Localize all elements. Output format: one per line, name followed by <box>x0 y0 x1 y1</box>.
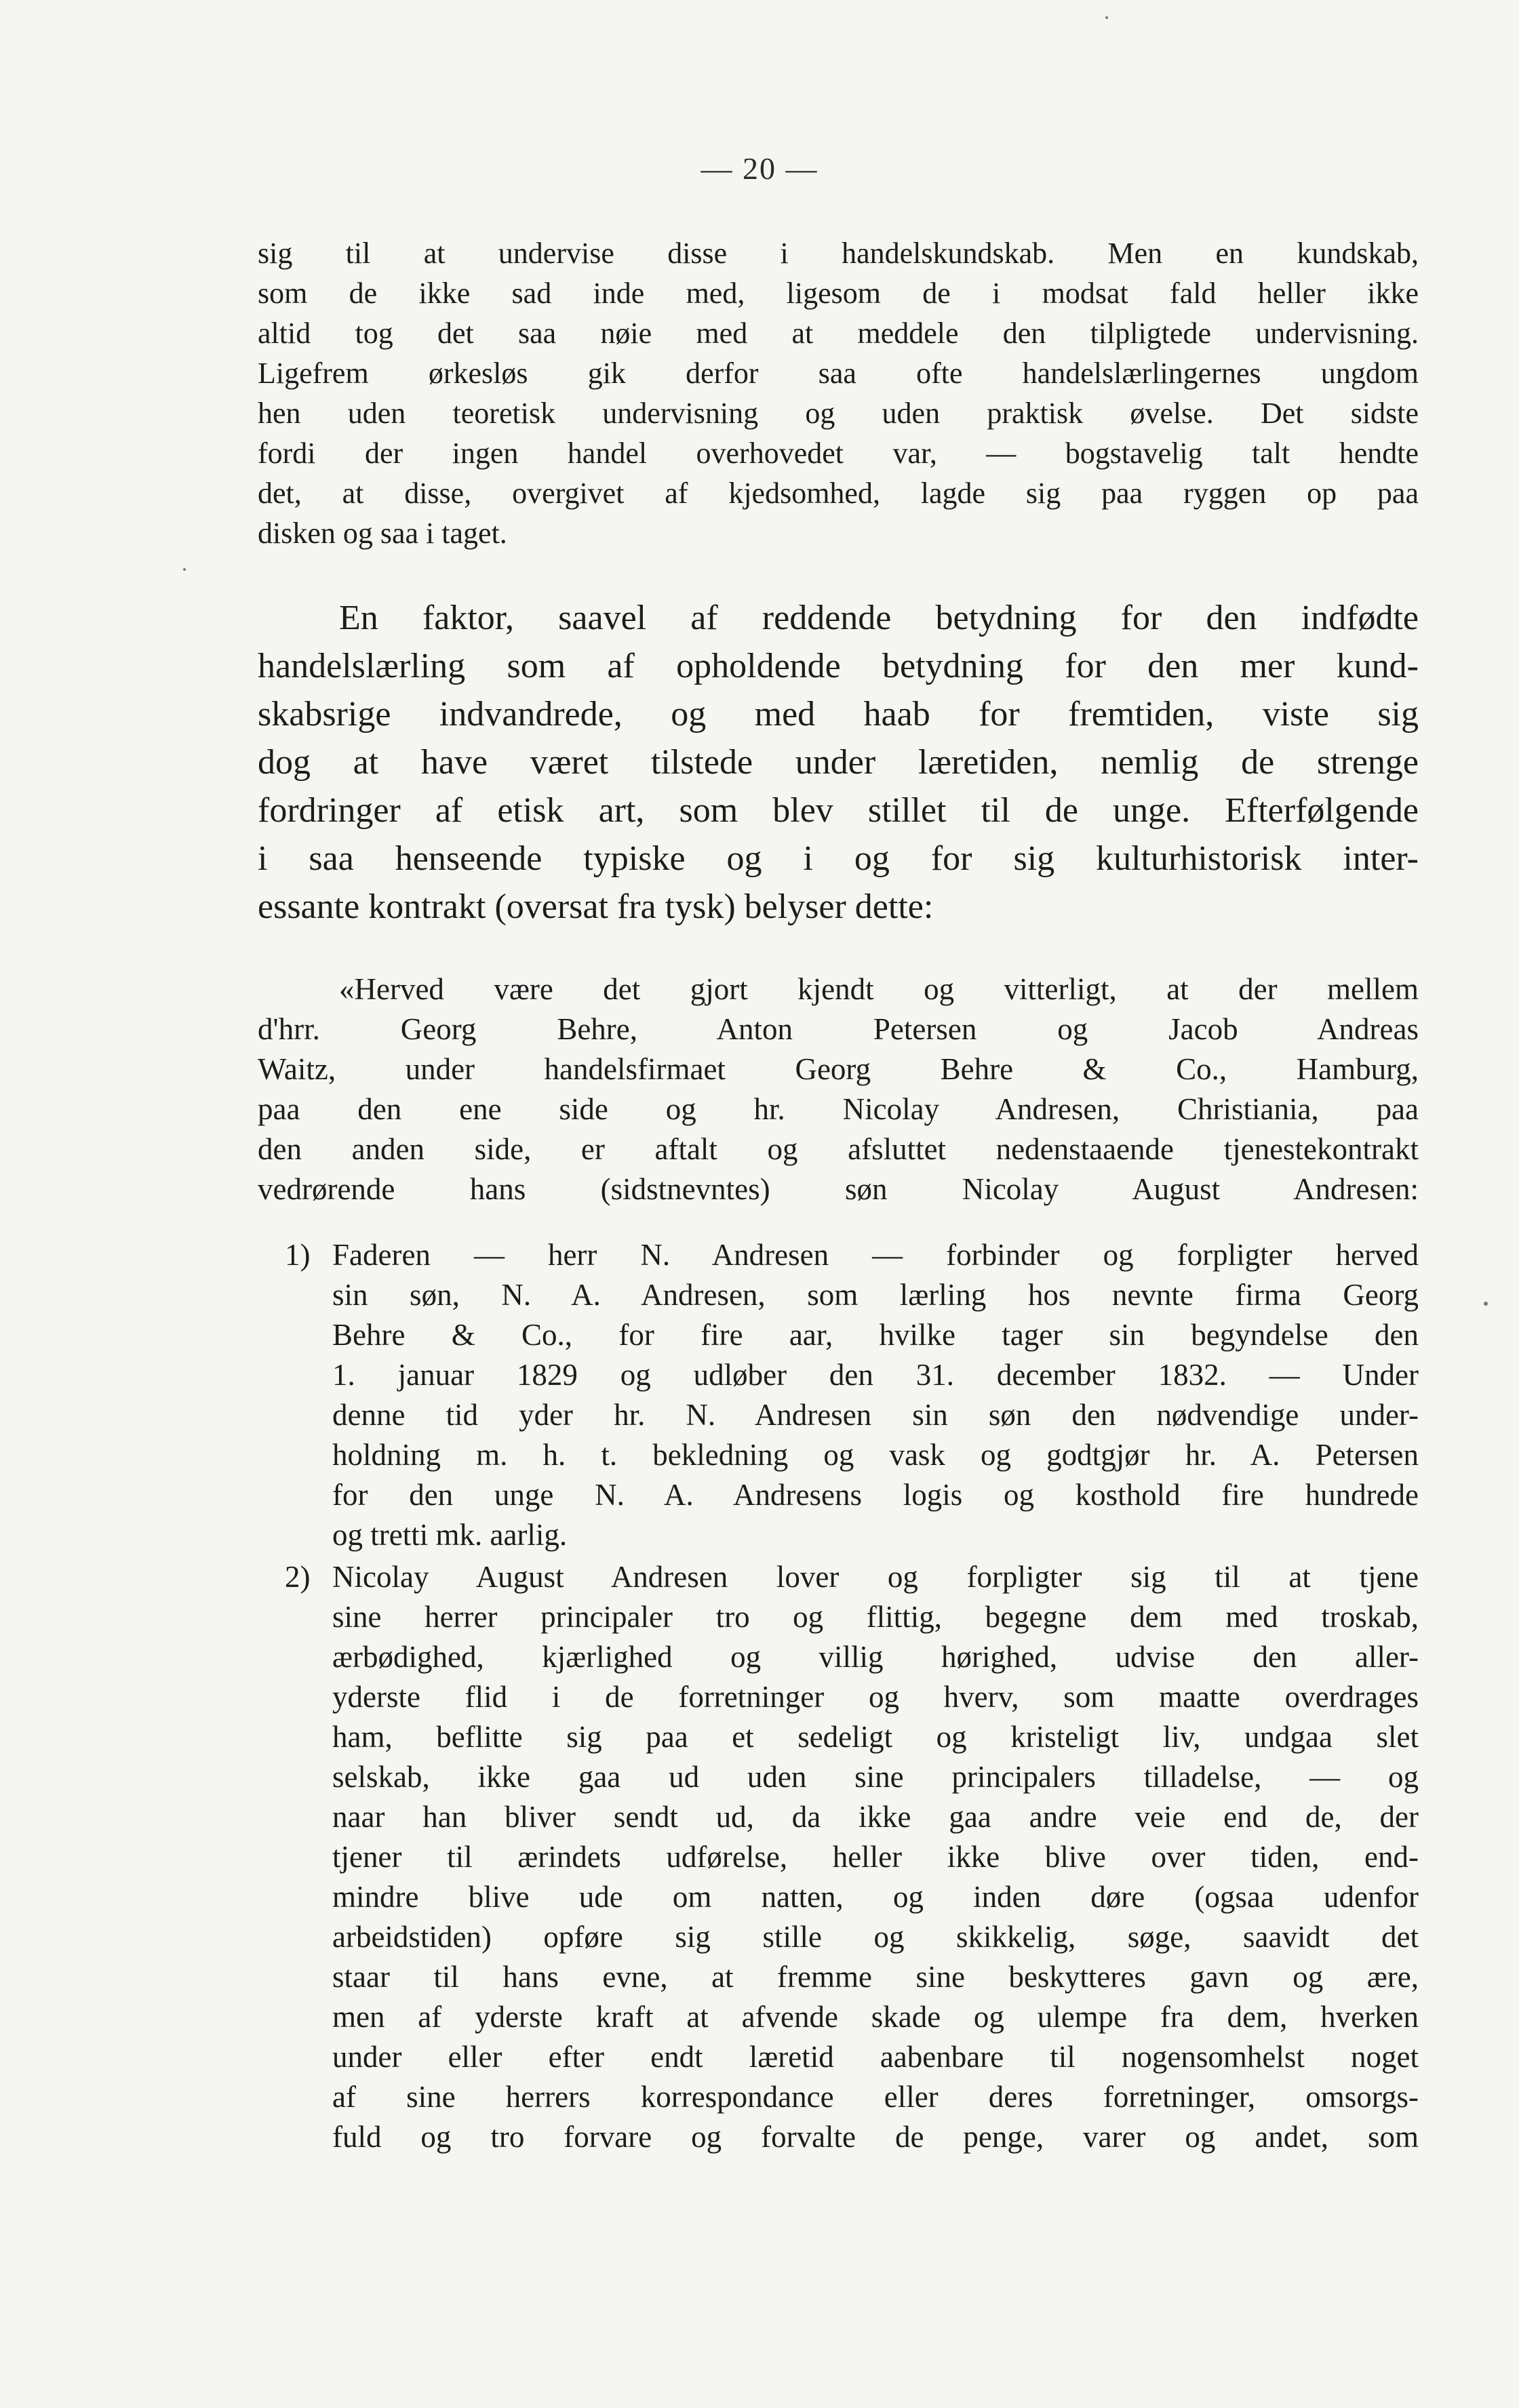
text-line: holdning m. h. t. bekledning og vask og godtgjør hr. A. Petersen <box>332 1438 1419 1472</box>
item-body <box>332 1235 1419 1555</box>
text-line: Behre & Co., for fire aar, hvilke tager sin begyndelse den <box>332 1318 1419 1352</box>
item-body <box>332 1557 1419 2157</box>
item-number: 2) <box>285 1560 311 1594</box>
text-line: «Herved være det gjort kjendt og vitterligt, at der mellem <box>339 972 1419 1006</box>
text-line: naar han bliver sendt ud, da ikke gaa andre veie end de, der <box>332 1800 1419 1834</box>
text-line: hen uden teoretisk undervisning og uden praktisk øvelse. Det sidste <box>258 397 1419 430</box>
contract-intro <box>258 969 1419 1209</box>
text-line: sine herrer principaler tro og flittig, begegne dem med troskab, <box>332 1600 1419 1634</box>
text-line: Nicolay August Andresen lover og forpligter sig til at tjene <box>332 1560 1419 1594</box>
text-line: sig til at undervise disse i handelskundskab. Men en kundskab, <box>258 237 1419 270</box>
text-line: altid tog det saa nøie med at meddele den tilpligtede undervisning. <box>258 317 1419 350</box>
scan-speck <box>1484 1302 1488 1306</box>
text-line: det, at disse, overgivet af kjedsomhed, lagde sig paa ryggen op paa <box>258 477 1419 510</box>
text-line: essante kontrakt (oversat fra tysk) belyser dette: <box>258 887 934 926</box>
text-line: som de ikke sad inde med, ligesom de i modsat fald heller ikke <box>258 277 1419 310</box>
text-line: ærbødighed, kjærlighed og villig hørighed, udvise den aller- <box>332 1640 1419 1674</box>
text-line: 1. januar 1829 og udløber den 31. december 1832. — Under <box>332 1358 1419 1392</box>
text-line: vedrørende hans (sidstnevntes) søn Nicolay August Andresen: <box>258 1172 1419 1206</box>
contract-item-1 <box>258 1235 1419 1555</box>
text-line: En faktor, saavel af reddende betydning for den indfødte <box>339 599 1419 637</box>
item-number: 1) <box>285 1238 311 1272</box>
text-line: skabsrige indvandrede, og med haab for fremtiden, viste sig <box>258 695 1419 734</box>
text-line: i saa henseende typiske og i og for sig kulturhistorisk inter- <box>258 839 1419 878</box>
text-line: denne tid yder hr. N. Andresen sin søn den nødvendige under- <box>332 1398 1419 1432</box>
contract-item-2 <box>258 1557 1419 2157</box>
text-line: Faderen — herr N. Andresen — forbinder og forpligter herved <box>332 1238 1419 1272</box>
paragraph-1 <box>258 233 1419 553</box>
text-line: selskab, ikke gaa ud uden sine principalers tilladelse, — og <box>332 1760 1419 1794</box>
text-line: ham, beflitte sig paa et sedeligt og kristeligt liv, undgaa slet <box>332 1720 1419 1754</box>
text-line: staar til hans evne, at fremme sine beskytteres gavn og ære, <box>332 1960 1419 1994</box>
text-line: yderste flid i de forretninger og hverv, som maatte overdrages <box>332 1680 1419 1714</box>
text-line: og tretti mk. aarlig. <box>332 1518 568 1552</box>
text-line: fordringer af etisk art, som blev stillet til de unge. Efterfølgende <box>258 791 1419 830</box>
text-line: sin søn, N. A. Andresen, som lærling hos nevnte firma Georg <box>332 1278 1419 1312</box>
text-line: disken og saa i taget. <box>258 517 507 550</box>
text-line: arbeidstiden) opføre sig stille og skikkelig, søge, saavidt det <box>332 1920 1419 1954</box>
text-line: den anden side, er aftalt og afsluttet nedenstaaende tjenestekontrakt <box>258 1132 1419 1166</box>
text-line: tjener til ærindets udførelse, heller ikke blive over tiden, end- <box>332 1840 1419 1874</box>
text-line: handelslærling som af opholdende betydning for den mer kund- <box>258 647 1419 685</box>
text-line: dog at have været tilstede under læretiden, nemlig de strenge <box>258 743 1419 782</box>
text-line: fuld og tro forvare og forvalte de penge, varer og andet, som <box>332 2120 1419 2154</box>
text-line: d'hrr. Georg Behre, Anton Petersen og Jacob Andreas <box>258 1012 1419 1046</box>
scan-speck <box>183 568 186 571</box>
text-line: af sine herrers korrespondance eller deres forretninger, omsorgs- <box>332 2080 1419 2114</box>
page-number: — 20 — <box>701 151 818 186</box>
scan-speck <box>1105 16 1108 19</box>
text-line: mindre blive ude om natten, og inden døre (ogsaa udenfor <box>332 1880 1419 1914</box>
text-line: men af yderste kraft at afvende skade og ulempe fra dem, hverken <box>332 2000 1419 2034</box>
text-line: paa den ene side og hr. Nicolay Andresen, Christiania, paa <box>258 1092 1419 1126</box>
text-line: Ligefrem ørkesløs gik derfor saa ofte handelslærlingernes ungdom <box>258 357 1419 390</box>
text-line: Waitz, under handelsfirmaet Georg Behre & Co., Hamburg, <box>258 1052 1419 1086</box>
text-line: for den unge N. A. Andresens logis og kosthold fire hundrede <box>332 1478 1419 1512</box>
text-line: under eller efter endt læretid aabenbare til nogensomhelst noget <box>332 2040 1419 2074</box>
paragraph-2 <box>258 594 1419 931</box>
text-line: fordi der ingen handel overhovedet var, — bogstavelig talt hendte <box>258 437 1419 470</box>
